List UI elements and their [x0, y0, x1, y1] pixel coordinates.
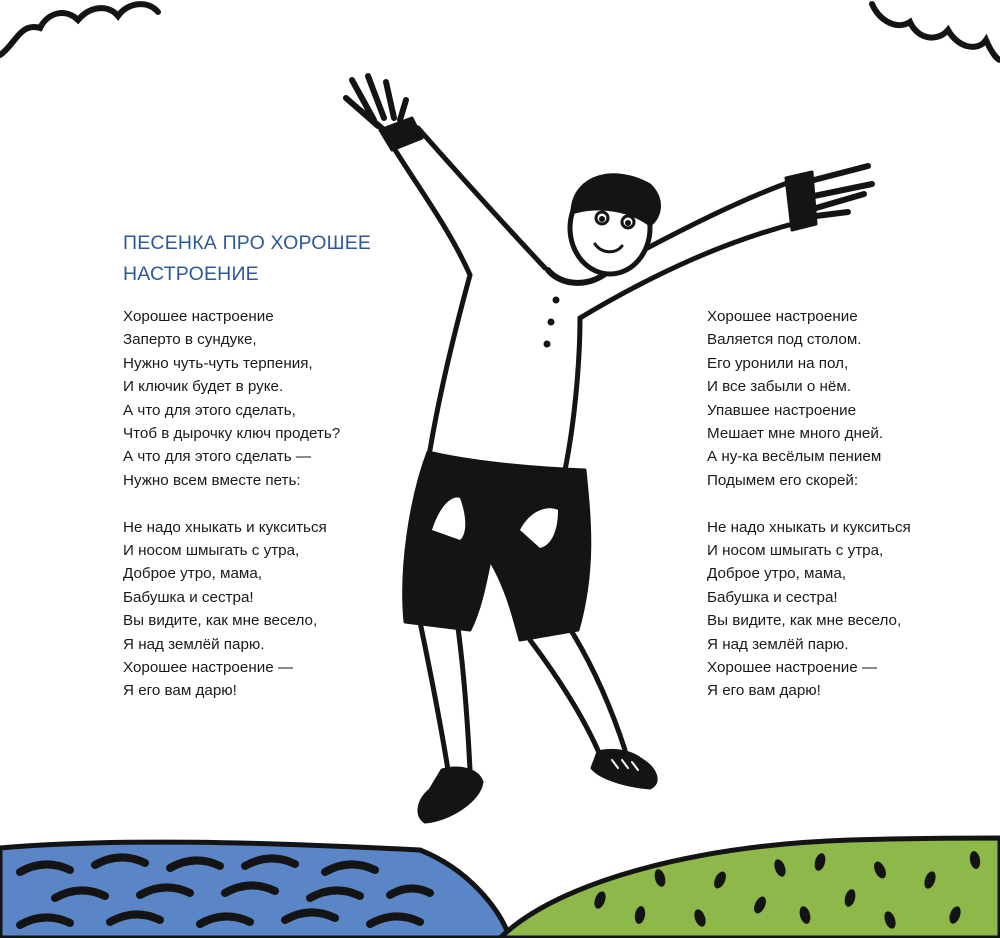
verse-line: Его уронили на пол,: [707, 354, 849, 372]
song-title: [123, 228, 371, 290]
chorus-line: И носом шмыгать с утра,: [707, 542, 884, 560]
chorus-line: Бабушка и сестра!: [707, 588, 838, 606]
chorus-line: Я над землёй парю.: [123, 635, 265, 653]
chorus-line: Я его вам дарю!: [707, 682, 821, 700]
right-verse: [707, 305, 911, 492]
chorus-line: Бабушка и сестра!: [123, 588, 254, 606]
chorus-line: Я над землёй парю.: [707, 635, 849, 653]
chorus-line: Хорошее настроение —: [707, 659, 878, 677]
right-leg: [530, 632, 625, 755]
chorus-line: Не надо хныкать и кукситься: [123, 518, 327, 536]
left-hand: [346, 76, 406, 130]
verse-line: Подымем его скорей:: [707, 471, 859, 489]
verse-line: Нужно всем вместе петь:: [123, 471, 301, 489]
right-hand: [814, 166, 872, 216]
right-column: [707, 305, 911, 703]
chorus-line: Я его вам дарю!: [123, 682, 237, 700]
chorus-line: Доброе утро, мама,: [707, 565, 847, 583]
verse-line: А что для этого сделать —: [123, 448, 312, 466]
left-shoe: [419, 768, 482, 822]
verse-line: Упавшее настроение: [707, 401, 857, 419]
verse-line: Мешает мне много дней.: [707, 425, 884, 443]
chorus-line: Хорошее настроение —: [123, 659, 294, 677]
head: [570, 175, 659, 274]
verse-line: Чтоб в дырочку ключ продеть?: [123, 425, 341, 443]
chorus-line: Не надо хныкать и кукситься: [707, 518, 911, 536]
verse-line: Хорошее настроение: [707, 308, 858, 325]
torso: [430, 275, 580, 470]
verse-line: И ключик будет в руке.: [123, 378, 284, 396]
chorus-line: Доброе утро, мама,: [123, 565, 263, 583]
left-chorus: [123, 516, 340, 703]
left-leg: [420, 622, 470, 770]
verse-line: А что для этого сделать,: [123, 401, 296, 419]
song-title-line-2: НАСТРОЕНИЕ: [123, 263, 259, 285]
chorus-line: Вы видите, как мне весело,: [123, 612, 318, 630]
verse-line: Хорошее настроение: [123, 308, 274, 325]
shorts: [404, 452, 590, 640]
chorus-line: Вы видите, как мне весело,: [707, 612, 902, 630]
water-hill: [0, 842, 510, 938]
verse-line: А ну-ка весёлым пением: [707, 448, 882, 466]
left-column: [123, 305, 340, 703]
left-verse: [123, 305, 340, 492]
chorus-line: И носом шмыгать с утра,: [123, 542, 300, 560]
cloud-top-right: [872, 4, 1000, 60]
song-title-line-1: ПЕСЕНКА ПРО ХОРОШЕЕ: [123, 232, 372, 254]
right-shoe: [592, 750, 656, 788]
right-chorus: [707, 516, 911, 703]
grass-hill: [500, 838, 1000, 938]
left-arm: [392, 145, 470, 275]
verse-line: Валяется под столом.: [707, 331, 862, 349]
cloud-top-left: [0, 4, 158, 55]
verse-line: Заперто в сундуке,: [123, 331, 257, 349]
verse-line: Нужно чуть-чуть терпения,: [123, 354, 313, 372]
verse-line: И все забыли о нём.: [707, 378, 852, 396]
